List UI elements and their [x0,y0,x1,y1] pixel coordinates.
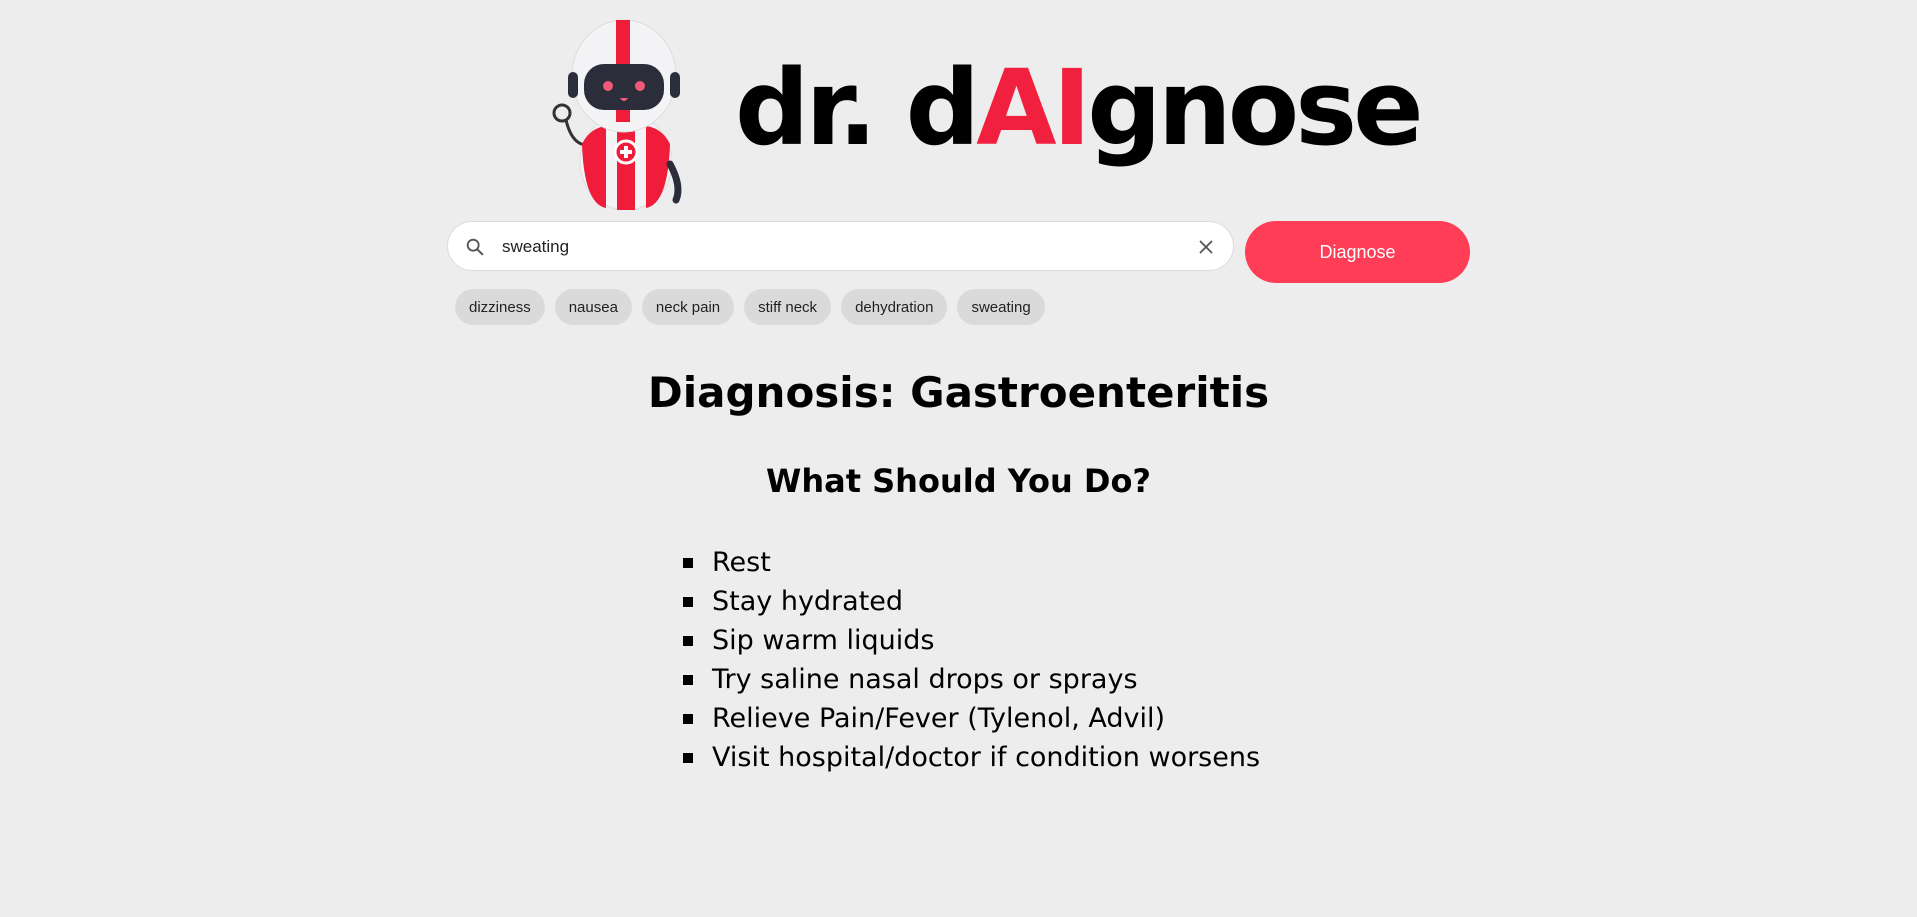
symptom-search-box[interactable] [447,221,1234,271]
diagnosis-title: Diagnosis: Gastroenteritis [647,368,1270,417]
advice-item [683,660,1260,699]
advice-item-text: Relieve Pain/Fever (Tylenol, Advil) [712,703,1166,734]
close-icon[interactable] [1195,236,1217,258]
logo-prefix: dr. d [735,47,977,169]
symptom-chip[interactable]: dizziness [455,289,545,325]
logo-accent: AI [976,47,1088,169]
diagnose-button[interactable]: Diagnose [1245,221,1470,283]
advice-heading: What Should You Do? [766,462,1151,500]
app-logo-text [735,47,1420,169]
symptom-chip[interactable]: neck pain [642,289,734,325]
robot-doctor-icon [548,14,690,210]
advice-item [683,699,1260,738]
symptom-chip[interactable]: stiff neck [744,289,831,325]
advice-item-text: Visit hospital/doctor if condition worsens [712,742,1261,773]
advice-item-text: Try saline nasal drops or sprays [712,664,1138,695]
symptom-chip-list [455,289,1045,325]
advice-item-text: Sip warm liquids [712,625,935,656]
advice-item [683,738,1260,777]
bullet-icon [683,753,693,763]
advice-list [683,543,1260,777]
advice-item [683,543,1260,582]
symptom-chip[interactable]: sweating [957,289,1044,325]
bullet-icon [683,558,693,568]
bullet-icon [683,636,693,646]
bullet-icon [683,714,693,724]
symptom-chip[interactable]: nausea [555,289,632,325]
symptom-chip[interactable]: dehydration [841,289,947,325]
app-header [548,14,1420,210]
logo-suffix: gnose [1087,47,1420,169]
bullet-icon [683,597,693,607]
bullet-icon [683,675,693,685]
symptom-search-input[interactable] [500,230,1164,264]
advice-item [683,582,1260,621]
advice-item-text: Rest [712,547,771,578]
advice-item-text: Stay hydrated [712,586,904,617]
advice-item [683,621,1260,660]
search-icon [464,236,486,258]
